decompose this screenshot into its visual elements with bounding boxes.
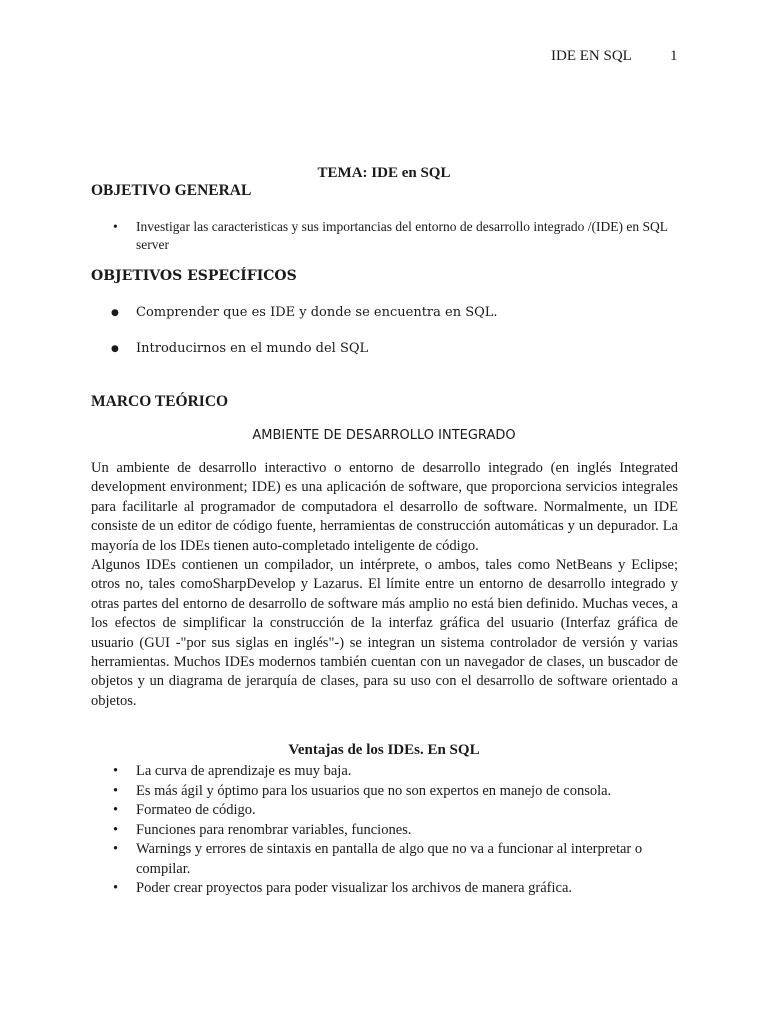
list-item: ● Comprender que es IDE y donde se encuentra en SQL. (91, 304, 671, 322)
heading-objetivos-especificos: OBJETIVOS ESPECÍFICOS (91, 268, 297, 284)
list-item: • La curva de aprendizaje es muy baja. (91, 762, 681, 782)
heading-ventajas: Ventajas de los IDEs. En SQL (288, 742, 480, 758)
list-item: • Es más ágil y óptimo para los usuarios que no son expertos en manejo de consola. (91, 782, 681, 802)
list-item: • Funciones para renombrar variables, funciones. (91, 821, 681, 841)
running-header-title: IDE EN SQL (551, 48, 632, 64)
list-item: • Investigar las caracteristicas y sus importancias del entorno de desarrollo integrado /(IDE) en SQL server (91, 218, 671, 254)
document-topic: TEMA: IDE en SQL (317, 165, 451, 181)
ventajas-list (91, 762, 681, 899)
objetivos-especificos-list (91, 304, 671, 376)
heading-marco-teorico: MARCO TEÓRICO (91, 393, 229, 410)
list-item: • Poder crear proyectos para poder visualizar los archivos de manera gráfica. (91, 879, 681, 899)
objetivo-general-list (91, 218, 671, 254)
heading-objetivo-general: OBJETIVO GENERAL (91, 182, 252, 199)
paragraph: Un ambiente de desarrollo interactivo o entorno de desarrollo integrado (en inglés Integrated development environment; IDE) es una aplicación de software, que proporciona servicios integrales para facilitarle al programador de computadora el desarrollo de software. Normalmente, un IDE consiste de un editor de código fuente, herramientas de construcción automáticas y un depurador. La mayoría de los IDEs tienen auto-completado inteligente de código. (91, 460, 678, 554)
list-item: • Warnings y errores de sintaxis en pantalla de algo que no va a funcionar al interpretar o compilar. (91, 840, 681, 879)
page-number: 1 (670, 48, 678, 64)
paragraph: Algunos IDEs contienen un compilador, un intérprete, o ambos, tales como NetBeans y Eclipse; otros no, tales comoSharpDevelop y Lazarus. El límite entre un entorno de desarrollo integrado y otras partes del entorno de desarrollo de software más amplio no está bien definido. Muchas veces, a los efectos de simplificar la construcción de la interfaz gráfica del usuario (Interfaz gráfica de usuario (GUI -"por sus siglas en inglés"-) se integran un sistema controlador de versión y varias herramientas. Muchos IDEs modernos también cuentan con un navegador de clases, un buscador de objetos y un diagrama de jerarquía de clases, para su uso con el desarrollo de software orientado a objetos. (91, 557, 678, 709)
list-item: • Formateo de código. (91, 801, 681, 821)
marco-teorico-body (91, 459, 678, 711)
subheading-ambiente: AMBIENTE DE DESARROLLO INTEGRADO (252, 428, 516, 443)
list-item: ● Introducirnos en el mundo del SQL (91, 340, 671, 358)
